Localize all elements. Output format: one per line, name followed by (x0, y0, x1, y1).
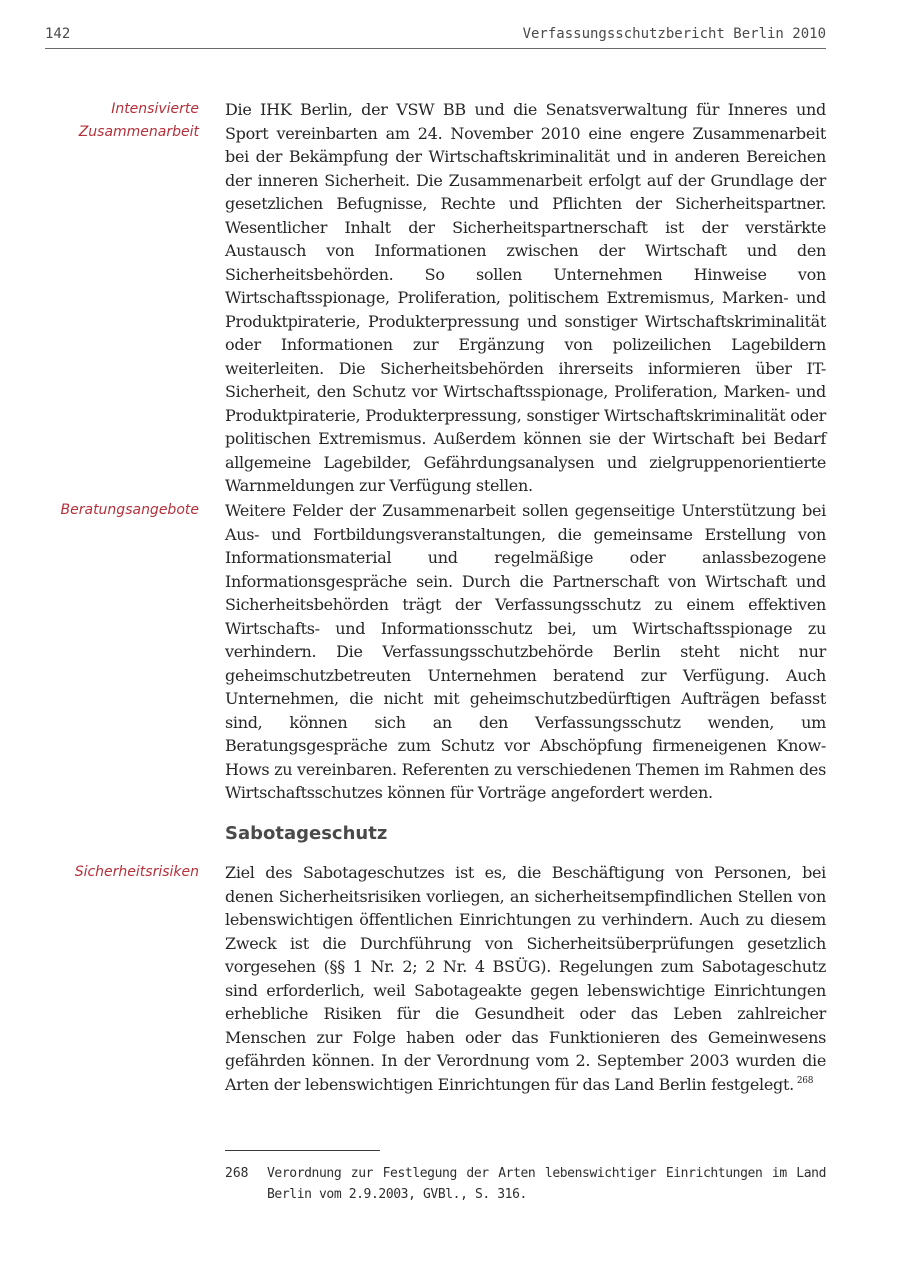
paragraph-intensivierte-zusammenarbeit: Die IHK Berlin, der VSW BB und die Senatsverwaltung für Inneres und Sport vereinbarten am 24. November 2010 eine engere Zusammenarbeit bei der Bekämpfung der Wirtschaftskriminalität und in anderen Bereichen der inneren Sicherheit. Die Zusammenarbeit erfolgt auf der Grundlage der gesetzlichen Befugnisse, Rechte und Pflichten der Sicherheitspartner. Wesentlicher Inhalt der Sicherheitspartnerschaft ist der verstärkte Austausch von Informationen zwischen der Wirtschaft und den Sicherheitsbehörden. So sollen Unternehmen Hinweise von Wirtschaftsspionage, Proliferation, politischem Extremismus, Marken- und Produktpiraterie, Produkterpressung und sonstiger Wirtschaftskriminalität oder Informationen zur Ergänzung von polizeilichen Lagebildern weiterleiten. Die Sicherheitsbehörden ihrerseits informieren über IT-Sicherheit, den Schutz vor Wirtschaftsspionage, Proliferation, Marken- und Produktpiraterie, Produkterpressung, sonstiger Wirtschaftskriminalität oder politischen Extremismus. Außerdem können sie der Wirtschaft bei Bedarf allgemeine Lagebilder, Gefährdungsanalysen und zielgruppenorientierte Warnmeldungen zur Verfügung stellen. (225, 100, 826, 495)
footnote-number: 268 (225, 1166, 249, 1181)
footnote-divider (225, 1150, 380, 1151)
paragraph-sicherheitsrisiken (225, 861, 826, 1096)
margin-note-beratungsangebote: Beratungsangebote (60, 502, 199, 518)
running-title: Verfassungsschutzbericht Berlin 2010 (522, 26, 826, 42)
footnote-text: Verordnung zur Festlegung der Arten lebenswichtiger Einrichtungen im Land Berlin vom 2.9.2003, GVBl., S. 316. (267, 1166, 826, 1202)
margin-note-intensivierte-zusammenarbeit: Intensivierte Zusammenarbeit (78, 101, 199, 140)
footnote (225, 1163, 826, 1205)
section-heading-sabotageschutz: Sabotageschutz (225, 823, 388, 844)
paragraph-beratungsangebote: Weitere Felder der Zusammenarbeit sollen gegenseitige Unterstützung bei Aus- und Fortbildungsveranstaltungen, die gemeinsame Erstellung von Informationsmaterial und regelmäßige oder anlassbezogene Informationsgespräche sein. Durch die Partnerschaft von Wirtschaft und Sicherheitsbehörden trägt der Verfassungsschutz zu einem effektiven Wirtschafts- und Informationsschutz bei, um Wirtschaftsspionage zu verhindern. Die Verfassungsschutzbehörde Berlin steht nicht nur geheimschutzbetreuten Unternehmen beratend zur Verfügung. Auch Unternehmen, die nicht mit geheimschutzbedürftigen Aufträgen befasst sind, können sich an den Verfassungsschutz wenden, um Beratungsgespräche zum Schutz vor Abschöpfung firmeneigenen Know-Hows zu vereinbaren. Referenten zu verschiedenen Themen im Rahmen des Wirtschaftsschutzes können für Vorträge angefordert werden. (225, 501, 826, 802)
page-number: 142 (45, 26, 71, 42)
paragraph-sicherheitsrisiken-text: Ziel des Sabotageschutzes ist es, die Beschäftigung von Personen, bei denen Sicherheitsrisiken vorliegen, an sicherheitsempfindlichen Stellen von lebenswichtigen öffentlichen Einrichtungen zu verhindern. Auch zu diesem Zweck ist die Durchführung von Sicherheitsüberprüfungen gesetzlich vorgesehen (§§ 1 Nr. 2; 2 Nr. 4 BSÜG). Regelungen zum Sabotageschutz sind erforderlich, weil Sabotageakte gegen lebenswichtige Einrichtungen erhebliche Risiken für die Gesundheit oder das Leben zahlreicher Menschen zur Folge haben oder das Funktionieren des Gemeinwesens gefährden können. In der Verordnung vom 2. September 2003 wurden die Arten der lebenswichtigen Einrichtungen für das Land Berlin festgelegt. (225, 863, 826, 1094)
margin-note-sicherheitsrisiken: Sicherheitsrisiken (74, 864, 199, 880)
page-header (45, 24, 826, 49)
footnote-reference[interactable]: 268 (796, 1076, 814, 1087)
